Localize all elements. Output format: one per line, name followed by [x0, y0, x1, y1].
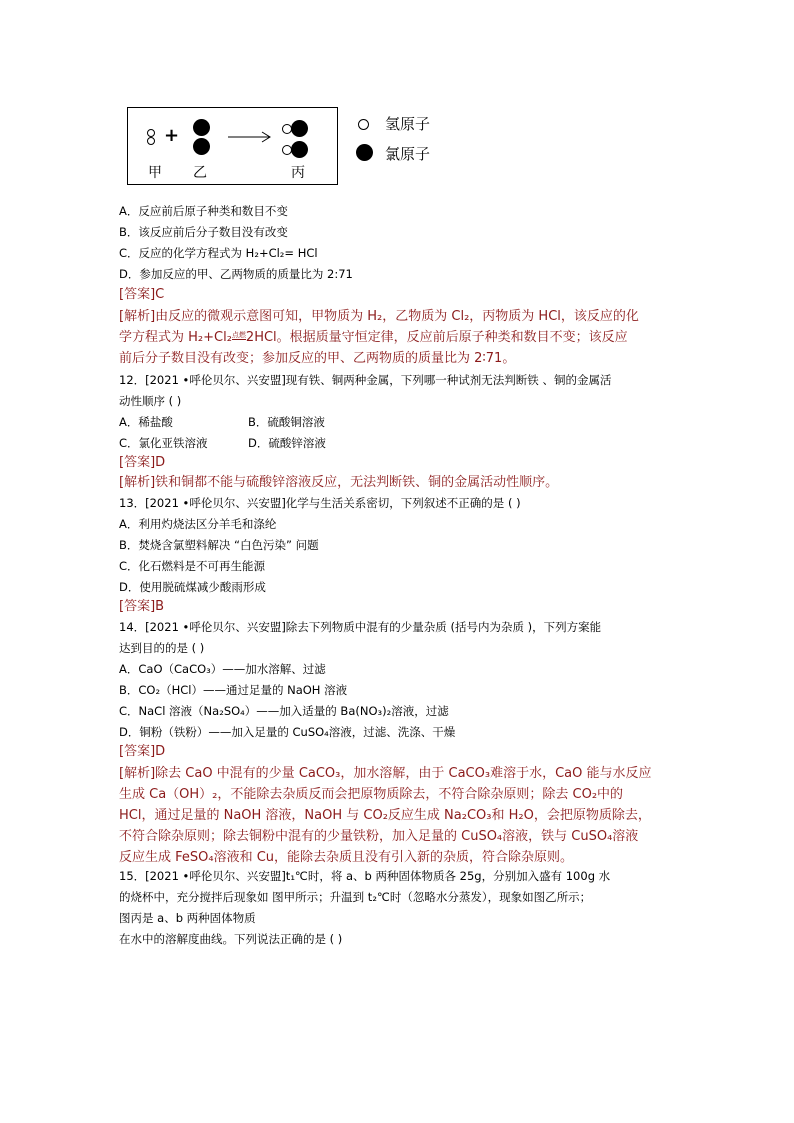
chlorine-atom-icon	[291, 120, 308, 137]
chlorine-atom-icon	[291, 141, 308, 158]
label-yi: 乙	[193, 165, 207, 181]
chlorine-atom-icon	[193, 138, 210, 155]
q15-stem: 图丙是 a、b 两种固体物质	[119, 911, 256, 925]
q11-option-c: C．反应的化学方程式为 H₂+Cl₂= HCl	[119, 246, 318, 260]
q11-option-d: D．参加反应的甲、乙两物质的质量比为 2:71	[119, 267, 353, 281]
q14-expl-line: [解析]除去 CaO 中混有的少量 CaCO₃，加水溶解，由于 CaCO₃难溶于水，CaO 能与水反应	[119, 766, 652, 781]
hydrogen-atom-icon	[147, 129, 155, 137]
q14-stem: 达到目的的是 ( )	[119, 641, 205, 655]
q11-expl-line: 前后分子数目没有改变；参加反应的甲、乙两物质的质量比为 2∶71。	[119, 351, 516, 366]
q15-stem: 的烧杯中，充分搅拌后现象如 图甲所示；升温到 t₂℃时（忽略水分蒸发），现象如图乙所示；	[119, 890, 592, 904]
q14-expl-line: HCl，通过足量的 NaOH 溶液，NaOH 与 CO₂反应生成 Na₂CO₃和 H₂O，会把原物质除去，	[119, 808, 651, 823]
q14-stem: 14．[2021 •呼伦贝尔、兴安盟]除去下列物质中混有的少量杂质 (括号内为杂质 )，下列方案能	[119, 620, 602, 634]
plus-sign: +	[164, 125, 180, 146]
q12-answer: [答案]D	[119, 455, 166, 470]
q13-answer: [答案]B	[119, 599, 165, 614]
hydrogen-atom-icon	[147, 137, 155, 145]
q13-option-d: D．使用脱硫煤减少酸雨形成	[119, 580, 266, 594]
q11-expl-text: 2HCl。根据质量守恒定律，反应前后原子种类和数目不变；该反应	[245, 330, 628, 345]
q11-answer: [答案]C	[119, 287, 165, 302]
reaction-arrow-icon	[228, 131, 273, 143]
q11-expl-line: [解析]由反应的微观示意图可知，甲物质为 H₂，乙物质为 Cl₂，丙物质为 HCl，该反应的化	[119, 309, 639, 324]
q11-option-b: B．该反应前后分子数目没有改变	[119, 225, 288, 239]
chlorine-atom-icon	[193, 119, 210, 136]
q12-stem: 动性顺序 ( )	[119, 394, 182, 408]
q13-option-c: C．化石燃料是不可再生能源	[119, 559, 266, 573]
q13-option-a: A．利用灼烧法区分羊毛和涤纶	[119, 517, 277, 531]
q14-expl-line: 不符合除杂原则；除去铜粉中混有的少量铁粉，加入足量的 CuSO₄溶液，铁与 CuSO₄溶液	[119, 829, 639, 844]
legend-chlorine-icon	[356, 144, 373, 161]
q14-expl-line: 反应生成 FeSO₄溶液和 Cu，能除去杂质且没有引入新的杂质，符合除杂原则。	[119, 850, 574, 865]
q14-explanation	[119, 763, 679, 868]
q14-option-d: D．铜粉（铁粉）——加入足量的 CuSO₄溶液，过滤、洗涤、干燥	[119, 725, 456, 739]
reaction-diagram	[127, 107, 338, 185]
q12-explanation: [解析]铁和铜都不能与硫酸锌溶液反应，无法判断铁、铜的金属活动性顺序。	[119, 475, 559, 490]
q15-stem: 在水中的溶解度曲线。下列说法正确的是 ( )	[119, 932, 343, 946]
q12-option-c: C．氯化亚铁溶液	[119, 436, 208, 450]
legend-hydrogen-icon	[358, 119, 369, 130]
q14-option-b: B．CO₂（HCl）——通过足量的 NaOH 溶液	[119, 683, 348, 697]
q12-option-a: A．稀盐酸	[119, 415, 173, 429]
q11-explanation	[119, 306, 679, 369]
q14-answer: [答案]D	[119, 744, 166, 759]
legend-hydrogen-label: 氢原子	[385, 115, 431, 133]
q11-option-a: A．反应前后原子种类和数目不变	[119, 204, 288, 218]
q12-option-d: D．硫酸锌溶液	[248, 436, 326, 450]
q12-option-b: B．硫酸铜溶液	[248, 415, 325, 429]
legend-chlorine-label: 氯原子	[385, 145, 431, 163]
q14-option-a: A．CaO（CaCO₃）——加水溶解、过滤	[119, 662, 326, 676]
q13-option-b: B．焚烧含氯塑料解决 “白色污染” 问题	[119, 538, 319, 552]
q13-stem: 13．[2021 •呼伦贝尔、兴安盟]化学与生活关系密切，下列叙述不正确的是 ( )	[119, 496, 521, 510]
condition-label: 点燃	[231, 331, 246, 339]
label-jia: 甲	[148, 165, 162, 181]
q11-expl-line	[119, 327, 679, 348]
q14-expl-line: 生成 Ca（OH）₂，不能除去杂质反而会把原物质除去，不符合除杂原则；除去 CO₂中的	[119, 787, 624, 802]
label-bing: 丙	[291, 165, 305, 181]
q14-option-c: C．NaCl 溶液（Na₂SO₄）——加入适量的 Ba(NO₃)₂溶液，过滤	[119, 704, 449, 718]
q15-stem: 15．[2021 •呼伦贝尔、兴安盟]t₁℃时，将 a、b 两种固体物质各 25g，分别加入盛有 100g 水	[119, 869, 611, 883]
q12-stem: 12．[2021 •呼伦贝尔、兴安盟]现有铁、铜两种金属，下列哪一种试剂无法判断铁 、铜的金属活	[119, 373, 612, 387]
q11-expl-text: 学方程式为 H₂+Cl₂	[119, 330, 232, 345]
